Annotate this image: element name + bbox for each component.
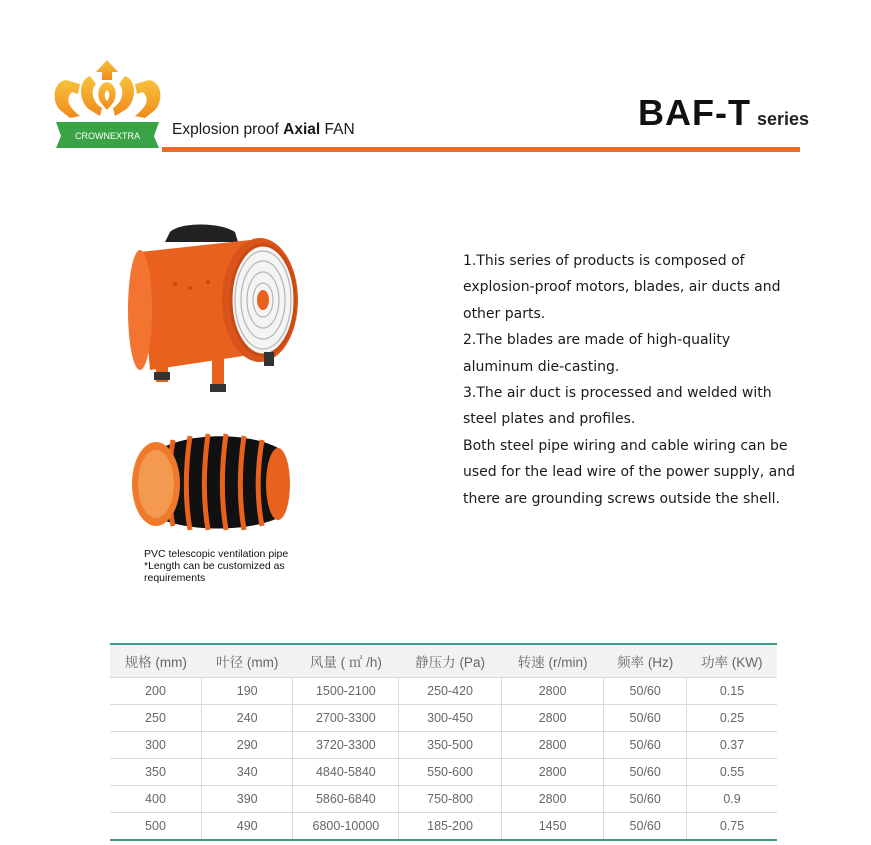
header-cell: 风量 ( ㎡ /h): [309, 655, 382, 670]
logo-text: CROWNEXTRA: [75, 131, 140, 141]
table-cell: 2800: [501, 678, 604, 705]
table-cell: 50/60: [604, 732, 687, 759]
table-cell: 200: [110, 678, 201, 705]
spec-table: [110, 643, 777, 841]
table-row: [110, 732, 777, 759]
table-cell: 50/60: [604, 759, 687, 786]
axial-fan-image: [120, 222, 310, 402]
desc-paragraph-3: 3.The air duct is processed and welded with steel plates and profiles.: [463, 385, 772, 428]
table-cell: 1450: [501, 813, 604, 840]
table-cell: 2800: [501, 705, 604, 732]
caption-line1: PVC telescopic ventilation pipe: [144, 548, 289, 560]
table-bottom-line: [110, 839, 777, 841]
table-cell: 50/60: [604, 678, 687, 705]
subtitle-suffix: FAN: [324, 121, 355, 138]
table-cell: 0.37: [687, 732, 777, 759]
table-cell: 2800: [501, 759, 604, 786]
table-cell: 190: [201, 678, 292, 705]
header-cell: 转速 (r/min): [517, 655, 588, 670]
table-cell: 750-800: [399, 786, 502, 813]
table-cell: 5860-6840: [293, 786, 399, 813]
table-row: [110, 786, 777, 813]
table-cell: 0.75: [687, 813, 777, 840]
model-suffix: series: [756, 109, 809, 129]
desc-paragraph-2: 2.The blades are made of high-quality aluminum die-casting.: [463, 332, 731, 375]
hose-caption: [144, 548, 288, 584]
table-cell: 0.15: [687, 678, 777, 705]
table-cell: 2800: [501, 786, 604, 813]
product-subtitle: [172, 121, 355, 139]
table-cell: 300: [110, 732, 201, 759]
caption-line2: *Length can be customized as: [144, 560, 285, 572]
table-cell: 185-200: [399, 813, 502, 840]
table-cell: 0.9: [687, 786, 777, 813]
model-name: BAF-T: [637, 92, 751, 133]
table-row: [110, 759, 777, 786]
table-cell: 50/60: [604, 786, 687, 813]
subtitle-prefix: Explosion proof: [172, 121, 279, 138]
header-cell: 频率 (Hz): [617, 655, 674, 670]
header-cell: 静压力 (Pa): [415, 655, 485, 670]
table-cell: 2700-3300: [293, 705, 399, 732]
table-cell: 340: [201, 759, 292, 786]
table-cell: 290: [201, 732, 292, 759]
desc-paragraph-1: 1.This series of products is composed of explosion-proof motors, blades, air ducts and other parts.: [463, 253, 781, 322]
table-cell: 350: [110, 759, 201, 786]
table-cell: 500: [110, 813, 201, 840]
table-cell: 0.55: [687, 759, 777, 786]
table-row: [110, 705, 777, 732]
table-cell: 300-450: [399, 705, 502, 732]
table-cell: 3720-3300: [293, 732, 399, 759]
header-cell: 叶径 (mm): [216, 655, 279, 670]
caption-line3: requirements: [144, 572, 206, 584]
table-cell: 50/60: [604, 705, 687, 732]
table-cell: 390: [201, 786, 292, 813]
table-cell: 50/60: [604, 813, 687, 840]
crownextra-logo: [50, 58, 165, 150]
table-header-row: [110, 645, 777, 678]
table-cell: 1500-2100: [293, 678, 399, 705]
header-cell: 功率 (KW): [701, 655, 763, 670]
table-cell: 4840-5840: [293, 759, 399, 786]
model-title: [638, 92, 809, 134]
table-cell: 550-600: [399, 759, 502, 786]
table-cell: 2800: [501, 732, 604, 759]
table-cell: 400: [110, 786, 201, 813]
product-description: [463, 248, 803, 512]
table-row: [110, 678, 777, 705]
table-cell: 350-500: [399, 732, 502, 759]
table-cell: 240: [201, 705, 292, 732]
header-divider: [162, 147, 800, 152]
table-cell: 250: [110, 705, 201, 732]
table-row: [110, 813, 777, 840]
desc-paragraph-4: Both steel pipe wiring and cable wiring can be used for the lead wire of the power supply, and there are grounding screws outside the shell.: [463, 437, 795, 507]
table-cell: 0.25: [687, 705, 777, 732]
pvc-duct-hose-image: [128, 430, 293, 535]
header-cell: 规格 (mm): [124, 655, 187, 670]
table-cell: 6800-10000: [293, 813, 399, 840]
table-cell: 250-420: [399, 678, 502, 705]
subtitle-bold: Axial: [283, 121, 321, 138]
table-cell: 490: [201, 813, 292, 840]
